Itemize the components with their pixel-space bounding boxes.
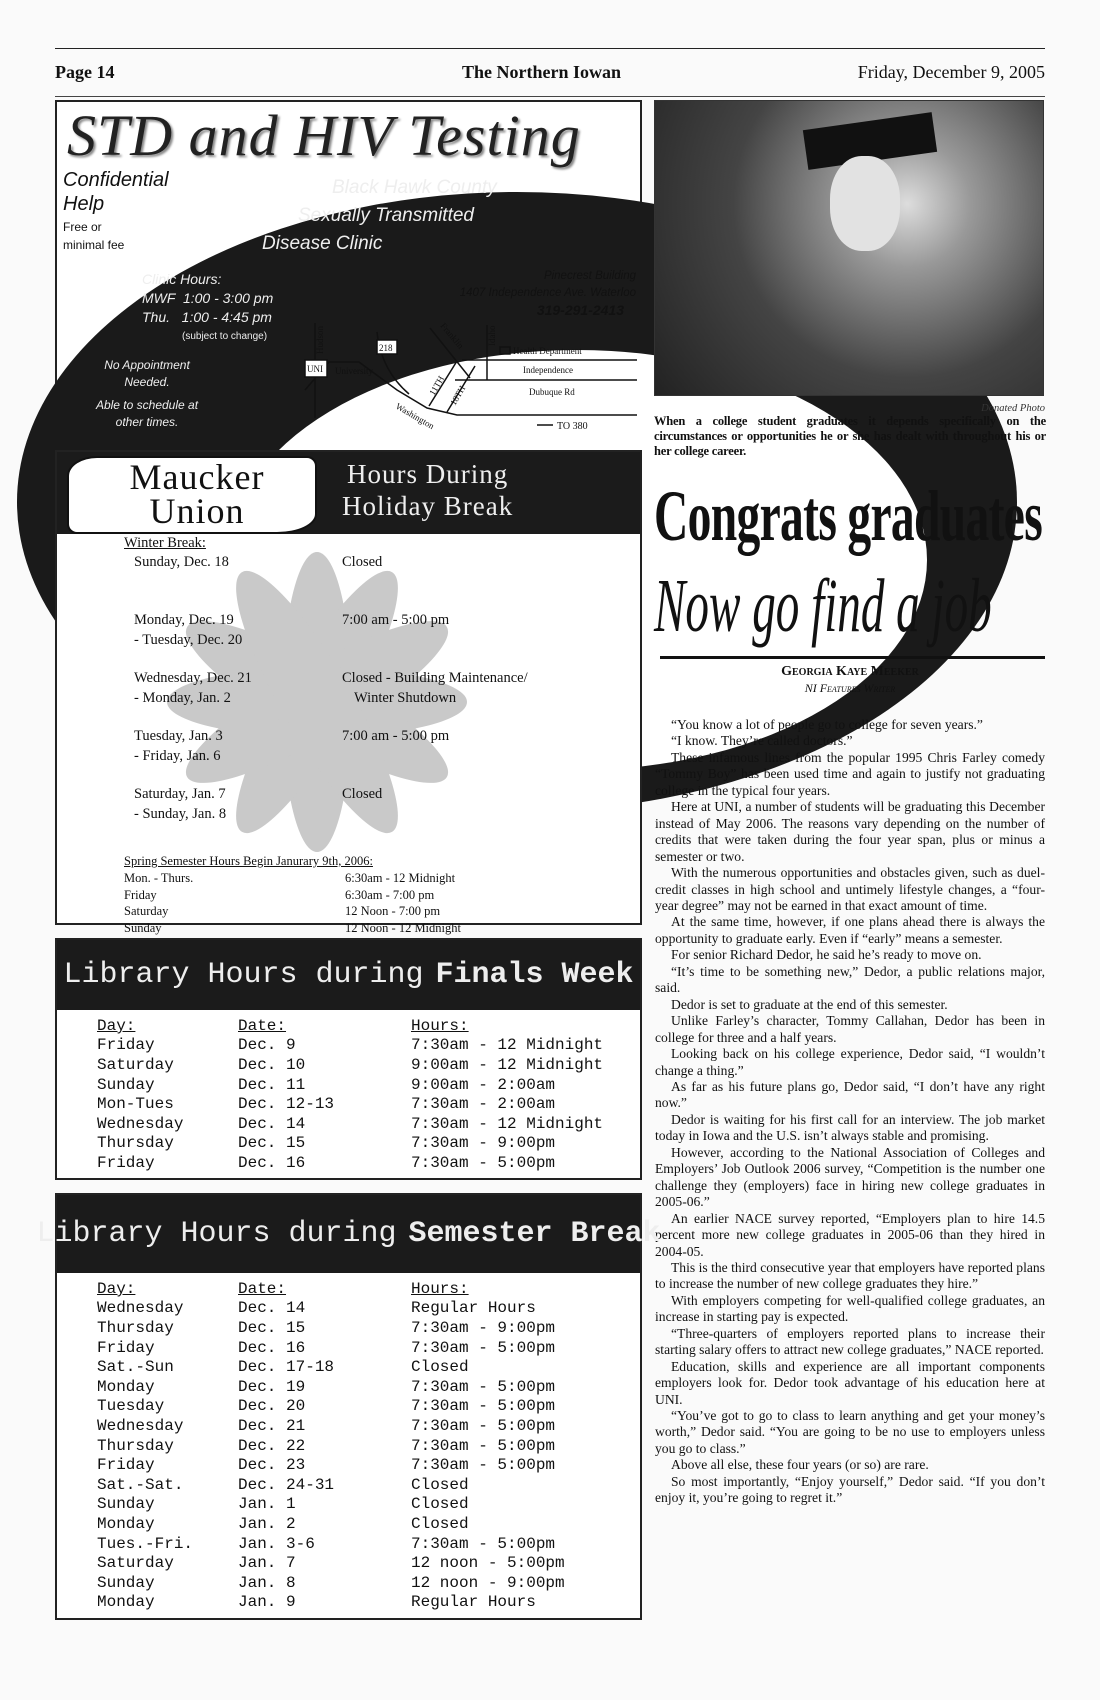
hours-cell: 7:30am - 9:00pm bbox=[411, 1134, 556, 1153]
column-header: Day: bbox=[97, 1016, 136, 1035]
article-paragraph: As far as his future plans go, Dedor said, “I don’t have any right now.” bbox=[655, 1078, 1045, 1111]
day-cell: Sat.-Sat. bbox=[97, 1475, 184, 1494]
day-cell: Wednesday bbox=[97, 1416, 184, 1435]
subheadline: Now go find a job bbox=[654, 564, 992, 648]
table-row bbox=[97, 1055, 603, 1075]
hours-cell: 7:30am - 5:00pm bbox=[411, 1153, 556, 1172]
holiday-hours bbox=[342, 669, 528, 727]
table-row bbox=[97, 1593, 565, 1613]
spring-hours-row bbox=[124, 920, 624, 937]
date-cell: Dec. 19 bbox=[238, 1377, 306, 1396]
column-header: Hours: bbox=[411, 1016, 469, 1035]
clinic-building: Pinecrest Building bbox=[543, 270, 636, 282]
map-uni: UNI bbox=[307, 364, 323, 374]
map-11th: 11TH bbox=[427, 374, 447, 397]
issue-date: Friday, December 9, 2005 bbox=[857, 62, 1045, 82]
day-cell: Mon-Tues bbox=[97, 1095, 174, 1114]
date-end: - Monday, Jan. 2 bbox=[134, 689, 231, 706]
hours-cell: 7:30am - 12 Midnight bbox=[411, 1036, 604, 1055]
date-end: - Friday, Jan. 6 bbox=[134, 747, 221, 764]
hours: 7:00 am - 5:00 pm bbox=[342, 728, 450, 744]
hours-cell: 7:30am - 5:00pm bbox=[411, 1377, 556, 1396]
day-cell: Monday bbox=[97, 1514, 155, 1533]
date-cell: Dec. 15 bbox=[238, 1318, 306, 1337]
day-cell: Friday bbox=[97, 1456, 155, 1475]
holiday-hours-row bbox=[134, 669, 634, 727]
table-row bbox=[97, 1357, 565, 1377]
day-cell: Monday bbox=[97, 1593, 155, 1612]
clinic-phone: 319-291-2413 bbox=[536, 302, 624, 318]
table-row bbox=[97, 1134, 603, 1154]
library-semester-hours bbox=[36, 1193, 661, 1620]
map-university: University bbox=[335, 366, 373, 376]
table-row bbox=[97, 1455, 565, 1475]
hours-cell: 7:30am - 5:00pm bbox=[411, 1456, 556, 1475]
semester-table bbox=[97, 1279, 565, 1612]
finals-header bbox=[57, 940, 640, 1010]
no-appointment: No Appointment bbox=[104, 358, 190, 372]
article-paragraph: This is the third consecutive year that employers have reported plans to increase the number of new college graduates they hire.” bbox=[655, 1259, 1045, 1292]
maucker-title-2: Holiday Break bbox=[342, 491, 514, 521]
article-paragraph: “You’ve got to go to class to learn anything and get your money’s worth,” Dedor said. “You are going to be no use to employers unless you go to class.” bbox=[655, 1408, 1045, 1456]
header-rule-bottom bbox=[55, 96, 1045, 97]
date-cell: Jan. 2 bbox=[238, 1514, 296, 1533]
article-paragraph: Education, skills and experience are all important components employers look for. Dedor took advantage of his education here at UNI. bbox=[655, 1358, 1045, 1407]
day-cell: Friday bbox=[97, 1153, 155, 1172]
ad-confidential: Confidential bbox=[63, 169, 169, 191]
finals-table bbox=[97, 1016, 603, 1173]
no-appointment-2: Needed. bbox=[124, 375, 170, 389]
photo-credit: Donated Photo bbox=[981, 403, 1045, 414]
holiday-dates bbox=[134, 785, 342, 843]
table-row bbox=[97, 1475, 565, 1495]
date-start: Wednesday, Dec. 21 bbox=[134, 670, 252, 686]
holiday-hours-row bbox=[134, 611, 634, 669]
spring-hours: 12 Noon - 7:00 pm bbox=[345, 904, 441, 918]
article-paragraph: However, according to the National Association of Colleges and Employers’ Job Outlook 2006 survey, “Competition is the number one challenge they (employers) face in hiring new college graduates in 2005-06.” bbox=[655, 1144, 1045, 1210]
date-cell: Jan. 9 bbox=[238, 1593, 296, 1612]
clinic-address: 1407 Independence Ave. Waterloo bbox=[459, 287, 636, 299]
hours-cell: Closed bbox=[411, 1475, 469, 1494]
hours-cell: 7:30am - 5:00pm bbox=[411, 1338, 556, 1357]
article-paragraph: Dedor is set to graduate at the end of this semester. bbox=[671, 996, 948, 1012]
hours: Closed bbox=[342, 786, 383, 802]
holiday-dates bbox=[134, 669, 342, 727]
day-cell: Saturday bbox=[97, 1554, 174, 1573]
map-hudson: Hudson bbox=[315, 325, 325, 354]
paper-name: The Northern Iowan bbox=[462, 62, 622, 82]
semester-header bbox=[36, 1195, 661, 1273]
date-cell: Dec. 20 bbox=[238, 1397, 306, 1416]
map-franklin: Franklin bbox=[438, 320, 466, 351]
spring-hours-row bbox=[124, 870, 624, 887]
hours-cell: 7:30am - 5:00pm bbox=[411, 1397, 556, 1416]
holiday-hours bbox=[342, 727, 449, 785]
photo-caption: When a college student graduates it depends specifically on the circumstances or opportunities he or she has dealt with throughout his or her college career. bbox=[654, 414, 1046, 458]
holiday-hours-row bbox=[134, 727, 634, 785]
schedule-note-2: other times. bbox=[115, 415, 179, 429]
headline: Congrats graduates bbox=[654, 476, 1043, 556]
date-start: Tuesday, Jan. 3 bbox=[134, 728, 223, 744]
graduate-photo bbox=[654, 100, 1044, 396]
day-cell: Tuesday bbox=[97, 1397, 165, 1416]
clinic-name-1: Black Hawk County bbox=[332, 177, 497, 198]
spring-day: Saturday bbox=[124, 904, 169, 918]
spring-hours: 6:30am - 12 Midnight bbox=[345, 871, 456, 885]
map-to380: TO 380 bbox=[557, 421, 588, 432]
finals-title: Library Hours during bbox=[63, 958, 424, 992]
day-cell: Wednesday bbox=[97, 1114, 184, 1133]
table-row bbox=[97, 1075, 603, 1095]
map-washington: Washington bbox=[394, 401, 437, 432]
article-paragraph: Unlike Farley’s character, Tommy Callahan, Dedor has been in college for three and a half years. bbox=[655, 1013, 1045, 1045]
hours-cell: 7:30am - 5:00pm bbox=[411, 1436, 556, 1455]
clinic-hours-mwf: MWF 1:00 - 3:00 pm bbox=[142, 290, 274, 306]
page-number: Page 14 bbox=[55, 62, 115, 82]
clinic-hours-note: (subject to change) bbox=[182, 331, 268, 342]
hours-cell: Closed bbox=[411, 1495, 469, 1514]
ad-help: Help bbox=[63, 193, 105, 215]
headline-rule bbox=[660, 656, 1045, 659]
holiday-hours-row bbox=[134, 553, 634, 611]
clinic-map bbox=[297, 320, 642, 430]
table-header bbox=[97, 1016, 603, 1036]
winter-break-label: Winter Break: bbox=[124, 535, 206, 551]
table-row bbox=[97, 1573, 565, 1593]
day-cell: Friday bbox=[97, 1036, 155, 1055]
table-row bbox=[97, 1114, 603, 1134]
ad-fee-2: minimal fee bbox=[63, 238, 125, 252]
hours: 7:00 am - 5:00 pm bbox=[342, 612, 450, 628]
hours: Closed - Building Maintenance/ bbox=[342, 670, 528, 686]
finals-title-bold: Finals Week bbox=[435, 958, 634, 992]
ad-fee: Free or bbox=[63, 220, 102, 234]
byline-role: NI Features Writer bbox=[804, 681, 896, 695]
article-paragraph: Looking back on his college experience, Dedor said, “I wouldn’t change a thing.” bbox=[655, 1046, 1045, 1078]
article-paragraph: These infamous lines from the popular 1995 Chris Farley comedy “Tommy Boy” has been used time and again to justify not graduating college in the typical four years. bbox=[655, 749, 1045, 798]
holiday-dates bbox=[134, 727, 342, 785]
map-dubuque: Dubuque Rd bbox=[529, 387, 575, 397]
spring-day: Mon. - Thurs. bbox=[124, 871, 194, 885]
date-start: Sunday, Dec. 18 bbox=[134, 554, 229, 570]
holiday-dates bbox=[134, 553, 342, 611]
day-cell: Sat.-Sun bbox=[97, 1358, 174, 1377]
day-cell: Saturday bbox=[97, 1055, 174, 1074]
semester-title: Library Hours during bbox=[36, 1217, 397, 1251]
day-cell: Sunday bbox=[97, 1495, 155, 1514]
column-header: Date: bbox=[238, 1279, 287, 1298]
hours-cell: 12 noon - 5:00pm bbox=[411, 1554, 565, 1573]
holiday-hours bbox=[342, 553, 382, 611]
date-cell: Jan. 7 bbox=[238, 1554, 296, 1573]
table-header bbox=[97, 1279, 565, 1299]
table-row bbox=[97, 1397, 565, 1417]
map-health-dept: Health Department bbox=[513, 346, 582, 356]
date-cell: Dec. 10 bbox=[238, 1055, 306, 1074]
clinic-name-2: Sexually Transmitted bbox=[298, 205, 474, 226]
article-paragraph: So most importantly, “Enjoy yourself,” Dedor said. “If you don’t enjoy it, you’re going to regret it.” bbox=[655, 1473, 1045, 1506]
day-cell: Tues.-Fri. bbox=[97, 1534, 194, 1553]
date-start: Saturday, Jan. 7 bbox=[134, 786, 226, 802]
date-start: Monday, Dec. 19 bbox=[134, 612, 234, 628]
date-cell: Dec. 24-31 bbox=[238, 1475, 335, 1494]
table-row bbox=[97, 1553, 565, 1573]
spring-hours-row bbox=[124, 903, 624, 920]
date-cell: Dec. 23 bbox=[238, 1456, 306, 1475]
table-row bbox=[97, 1299, 565, 1319]
table-row bbox=[97, 1495, 565, 1515]
date-cell: Dec. 16 bbox=[238, 1153, 306, 1172]
map-218: 218 bbox=[379, 343, 393, 353]
date-cell: Dec. 9 bbox=[238, 1036, 296, 1055]
date-cell: Dec. 21 bbox=[238, 1416, 306, 1435]
date-cell: Dec. 15 bbox=[238, 1134, 306, 1153]
hours: Closed bbox=[342, 554, 383, 570]
day-cell: Thursday bbox=[97, 1134, 174, 1153]
date-end: - Sunday, Jan. 8 bbox=[134, 805, 227, 822]
spring-hours: 6:30am - 7:00 pm bbox=[345, 887, 435, 902]
semester-title-bold: Semester Break bbox=[408, 1217, 661, 1251]
table-row bbox=[97, 1338, 565, 1358]
hours-cont: Winter Shutdown bbox=[354, 689, 457, 706]
article-paragraph: “Three-quarters of employers reported plans to increase their starting salary offers to attract new college graduates,” NACE reported. bbox=[655, 1325, 1045, 1358]
hours-cell: 9:00am - 12 Midnight bbox=[411, 1055, 604, 1074]
table-row bbox=[97, 1534, 565, 1554]
graduate-face bbox=[830, 156, 900, 251]
maucker-union-ad bbox=[55, 450, 642, 935]
table-row bbox=[97, 1377, 565, 1397]
hours-cell: Regular Hours bbox=[411, 1593, 536, 1612]
article-paragraph: With the numerous opportunities and obstacles given, such as duel-credit classes in high school and untimely lifestyle changes, a “four-year degree” may not be earned in that exact amount of time. bbox=[655, 865, 1045, 913]
date-cell: Jan. 8 bbox=[238, 1573, 296, 1592]
table-row bbox=[97, 1094, 603, 1114]
holiday-hours bbox=[342, 611, 449, 669]
std-hiv-ad bbox=[55, 100, 642, 432]
map-idaho: Idaho bbox=[487, 325, 497, 346]
column-header: Hours: bbox=[411, 1279, 469, 1298]
day-cell: Friday bbox=[97, 1338, 155, 1357]
spring-hours: 12 Noon - 12 Midnight bbox=[345, 920, 461, 935]
maucker-title-1: Hours During bbox=[347, 459, 509, 489]
date-cell: Dec. 12-13 bbox=[238, 1095, 335, 1114]
day-cell: Sunday bbox=[97, 1573, 155, 1592]
schedule-note: Able to schedule at bbox=[95, 398, 199, 412]
holiday-hours bbox=[342, 785, 382, 843]
hours-cell: 12 noon - 9:00pm bbox=[411, 1573, 565, 1592]
holiday-dates bbox=[134, 611, 342, 669]
byline-author: Georgia Kaye Meeker bbox=[781, 664, 919, 679]
table-row bbox=[97, 1153, 603, 1173]
date-cell: Jan. 3-6 bbox=[238, 1534, 315, 1553]
column-header: Date: bbox=[238, 1016, 287, 1035]
spring-day: Friday bbox=[124, 887, 157, 902]
union-name: Union bbox=[149, 491, 245, 531]
hours-cell: Regular Hours bbox=[411, 1299, 536, 1318]
date-cell: Dec. 17-18 bbox=[238, 1358, 335, 1377]
table-row bbox=[97, 1036, 603, 1056]
hours-cell: 7:30am - 9:00pm bbox=[411, 1318, 556, 1337]
day-cell: Thursday bbox=[97, 1436, 174, 1455]
day-cell: Sunday bbox=[97, 1075, 155, 1094]
holiday-hours-row bbox=[134, 785, 634, 843]
clinic-name-3: Disease Clinic bbox=[262, 233, 383, 254]
spring-day: Sunday bbox=[124, 920, 162, 935]
article-paragraph: An earlier NACE survey reported, “Employers plan to hire 14.5 percent more new college graduates in 2005-06 than they hired in 2004-05. bbox=[655, 1210, 1045, 1259]
map-independence: Independence bbox=[523, 365, 573, 375]
article-paragraph: Dedor is waiting for his first call for an interview. The job market today in Iowa and the U.S. isn’t always stable and promising. bbox=[655, 1111, 1045, 1144]
article-paragraph: “I know. They’re called doctors.” bbox=[671, 733, 853, 749]
library-finals-hours bbox=[55, 938, 642, 1180]
hours-cell: 7:30am - 5:00pm bbox=[411, 1416, 556, 1435]
map-18th: 18TH bbox=[448, 383, 468, 407]
article-paragraph: Here at UNI, a number of students will be graduating this December instead of May 2006. The reasons vary depending on the number of credits that were taken during the four year span, plus or minus a semester or two. bbox=[655, 799, 1045, 864]
date-cell: Dec. 11 bbox=[238, 1075, 306, 1094]
ad-title: STD and HIV Testing bbox=[67, 103, 581, 168]
date-end: - Tuesday, Dec. 20 bbox=[134, 631, 243, 648]
day-cell: Wednesday bbox=[97, 1299, 184, 1318]
article-paragraph: For senior Richard Dedor, he said he’s ready to move on. bbox=[671, 947, 982, 963]
header-rule bbox=[55, 48, 1045, 49]
spring-hours-row bbox=[124, 887, 624, 904]
hours-cell: Closed bbox=[411, 1514, 469, 1533]
clinic-hours-thu: Thu. 1:00 - 4:45 pm bbox=[142, 309, 272, 325]
article-paragraph: “You know a lot of people go to college for seven years.” bbox=[671, 717, 983, 732]
spring-hours-label: Spring Semester Hours Begin Janurary 9th, 2006: bbox=[124, 854, 373, 868]
date-cell: Dec. 22 bbox=[238, 1436, 306, 1455]
maucker-name: Maucker bbox=[129, 457, 265, 497]
date-cell: Jan. 1 bbox=[238, 1495, 296, 1514]
date-cell: Dec. 14 bbox=[238, 1114, 306, 1133]
table-row bbox=[97, 1416, 565, 1436]
hours-cell: 7:30am - 5:00pm bbox=[411, 1534, 556, 1553]
hours-cell: 9:00am - 2:00am bbox=[411, 1075, 556, 1094]
article-paragraph: “It’s time to be something new,” Dedor, a public relations major, said. bbox=[655, 963, 1045, 996]
date-cell: Dec. 16 bbox=[238, 1338, 306, 1357]
article-paragraph: At the same time, however, if one plans ahead there is always the opportunity to graduate early. Even if “early” means a semester. bbox=[655, 914, 1045, 946]
clinic-hours-label: Clinic Hours: bbox=[142, 271, 222, 287]
article-paragraph: With employers competing for well-qualified college graduates, an increase in starting pay is expected. bbox=[655, 1292, 1045, 1325]
hours-cell: 7:30am - 12 Midnight bbox=[411, 1114, 604, 1133]
table-row bbox=[97, 1318, 565, 1338]
date-cell: Dec. 14 bbox=[238, 1299, 306, 1318]
article-body bbox=[655, 717, 1045, 1507]
table-row bbox=[97, 1514, 565, 1534]
table-row bbox=[97, 1436, 565, 1456]
day-cell: Monday bbox=[97, 1377, 155, 1396]
day-cell: Thursday bbox=[97, 1318, 174, 1337]
hours-cell: Closed bbox=[411, 1358, 469, 1377]
column-header: Day: bbox=[97, 1279, 136, 1298]
article-paragraph: Above all else, these four years (or so) are rare. bbox=[671, 1457, 929, 1473]
hours-cell: 7:30am - 2:00am bbox=[411, 1095, 556, 1114]
